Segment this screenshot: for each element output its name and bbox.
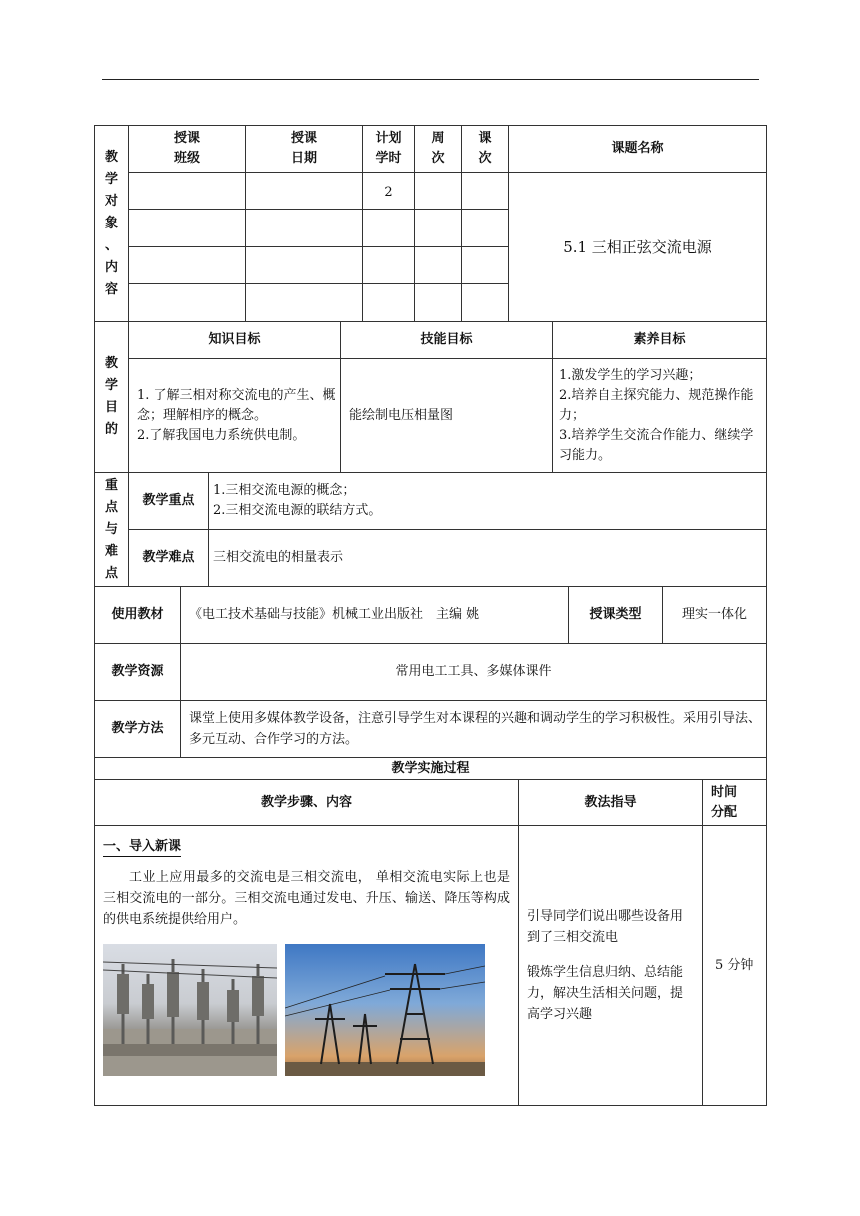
substation-photo [103,944,277,1076]
planned-hours-cell [363,284,415,322]
week-cell [415,210,462,247]
difficulty-value: 三相交流电的相量表示 [209,530,767,587]
date-header: 授课 日期 [246,126,363,173]
planned-hours-value: 2 [363,173,415,210]
header-rule [102,79,759,80]
resources-value: 常用电工工具、多媒体课件 [181,644,767,701]
literacy-goal: 1.激发学生的学习兴趣； 2.培养自主探究能力、规范操作能力； 3.培养学生交流合作能力、继续学习能力。 [553,359,767,473]
teaching-goals-label: 教 学 目 的 [95,322,129,473]
method-label: 教学方法 [95,701,181,758]
literacy-goal-header: 素养目标 [553,322,767,359]
lesson-no-header: 课 次 [462,126,509,173]
section-title: 一、导入新课 [103,838,181,857]
key-point-label: 教学重点 [129,473,209,530]
date-cell [246,247,363,284]
guide-header: 教法指导 [519,780,703,826]
intro-section [95,826,519,1106]
planned-hours-header: 计划 学时 [363,126,415,173]
course-title-header: 课题名称 [509,126,767,173]
week-header: 周 次 [415,126,462,173]
class-cell [129,284,246,322]
class-cell [129,173,246,210]
key-points-label: 重 点 与 难 点 [95,473,129,587]
textbook-value: 《电工技术基础与技能》机械工业出版社 主编 姚 [181,587,569,644]
steps-header: 教学步骤、内容 [95,780,519,826]
guidance-item: 引导同学们说出哪些设备用到了三相交流电 [527,909,684,945]
teaching-goals-table [94,321,767,473]
textbook-label: 使用教材 [95,587,181,644]
lesson-no-cell [462,210,509,247]
course-title: 5.1 三相正弦交流电源 [509,173,767,322]
date-cell [246,210,363,247]
planned-hours-cell [363,247,415,284]
teaching-object-label: 教 学 对 象 、 内 容 [95,126,129,322]
resources-label: 教学资源 [95,644,181,701]
lesson-no-cell [462,284,509,322]
skill-goal: 能绘制电压相量图 [341,359,553,473]
difficulty-label: 教学难点 [129,530,209,587]
lesson-no-cell [462,247,509,284]
class-cell [129,210,246,247]
method-value: 课堂上使用多媒体教学设备，注意引导学生对本课程的兴趣和调动学生的学习积极性。采用引导法、多元互动、合作学习的方法。 [181,701,767,758]
course-info-table [94,586,767,758]
teaching-guidance [519,826,703,1106]
transmission-tower-photo [285,944,485,1076]
time-header: 时间 分配 [703,780,767,826]
teaching-object-table [94,125,767,322]
class-type-value: 理实一体化 [663,587,767,644]
date-cell [246,173,363,210]
knowledge-goal-header: 知识目标 [129,322,341,359]
week-cell [415,173,462,210]
class-header: 授课 班级 [129,126,246,173]
lesson-no-cell [462,173,509,210]
skill-goal-header: 技能目标 [341,322,553,359]
time-allocation: 5 分钟 [703,826,767,1106]
key-point-items: 1.三相交流电源的概念； 2.三相交流电源的联结方式。 [209,473,767,530]
week-cell [415,247,462,284]
process-title: 教学实施过程 [95,758,767,780]
knowledge-goal: 1. 了解三相对称交流电的产生、概念；理解相序的概念。 2.了解我国电力系统供电制。 [129,359,341,473]
teaching-process-table [94,757,767,1106]
date-cell [246,284,363,322]
class-type-label: 授课类型 [569,587,663,644]
guidance-item: 锻炼学生信息归纳、总结能力，解决生活相关问题，提高学习兴趣 [527,965,684,1022]
key-points-table [94,472,767,587]
week-cell [415,284,462,322]
planned-hours-cell [363,210,415,247]
class-cell [129,247,246,284]
intro-paragraph: 工业上应用最多的交流电是三相交流电， 单相交流电实际上也是三相交流电的一部分。三相交流电通过发电、升压、输送、降压等构成的供电系统提供给用户。 [103,870,510,927]
